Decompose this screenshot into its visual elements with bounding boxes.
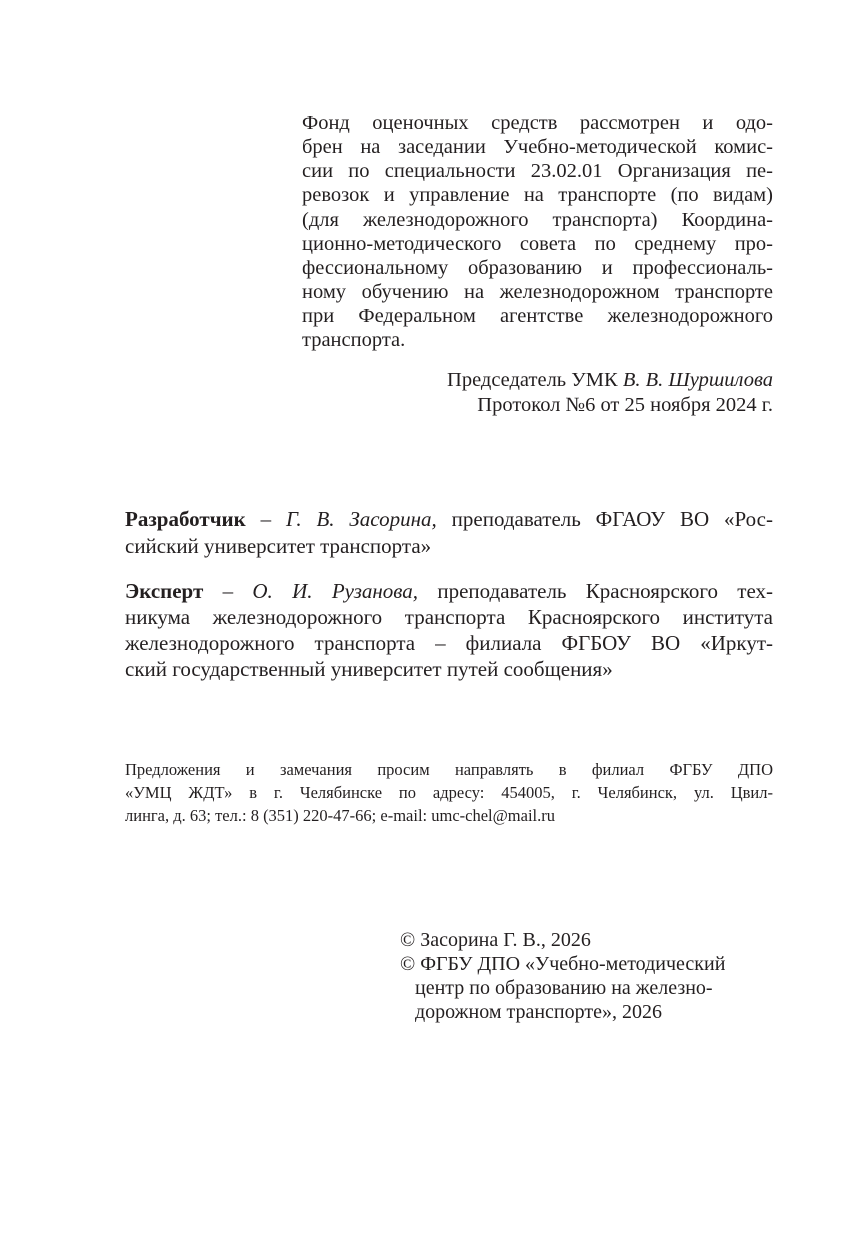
text-segment: дорожном транспорте», 2026 xyxy=(400,1001,662,1023)
text-segment: Председатель УМК xyxy=(447,369,623,391)
text-segment: «УМЦ ЖДТ» в г. Челябинске по адресу: 454005, г. Челябинск, ул. Цвил- xyxy=(125,783,773,802)
approval-line xyxy=(302,233,773,256)
approval-line xyxy=(302,329,773,352)
approval-line xyxy=(302,136,773,159)
expert-line xyxy=(125,579,773,604)
text-segment: преподаватель ФГАОУ ВО «Рос- xyxy=(436,507,773,531)
text-segment: ский государственный университет путей сообщения» xyxy=(125,657,613,681)
text-segment: ционно-методического совета по среднему про- xyxy=(302,233,773,255)
text-segment: Предложения и замечания просим направлять в филиал ФГБУ ДПО xyxy=(125,760,773,779)
note-line xyxy=(125,783,773,803)
text-segment: центр по образованию на железно- xyxy=(400,977,713,999)
text-segment: – xyxy=(203,579,253,603)
text-segment: брен на заседании Учебно-методической комис- xyxy=(302,136,773,158)
text-segment: © ФГБУ ДПО «Учебно-методический xyxy=(400,953,726,975)
text-segment: © Засорина Г. В., 2026 xyxy=(400,929,591,951)
chair-line xyxy=(302,394,773,417)
copyright-line xyxy=(400,1001,773,1024)
text-segment: ревозок и управление на транспорте (по видам) xyxy=(302,184,773,206)
text-segment: сийский университет транспорта» xyxy=(125,534,432,558)
text-segment: (для железнодорожного транспорта) Координа- xyxy=(302,209,773,231)
role-label: Разработчик xyxy=(125,507,246,531)
expert-line xyxy=(125,631,773,656)
developer-line xyxy=(125,534,773,559)
approval-line xyxy=(302,305,773,328)
person-name: В. В. Шуршилова xyxy=(622,369,773,391)
text-segment: преподаватель Красноярского тех- xyxy=(418,579,774,603)
approval-line xyxy=(302,209,773,232)
text-segment: при Федеральном агентстве железнодорожного xyxy=(302,305,773,327)
note-line xyxy=(125,806,773,826)
text-segment: – xyxy=(245,507,286,531)
text-segment: никума железнодорожного транспорта Красноярского института xyxy=(125,605,773,629)
copyright-line xyxy=(400,977,773,1000)
text-segment: железнодорожного транспорта – филиала ФГБОУ ВО «Иркут- xyxy=(125,631,773,655)
person-name: Г. В. Засорина, xyxy=(285,507,437,531)
text-segment: линга, д. 63; тел.: 8 (351) 220-47-66; e-mail: umc-chel@mail.ru xyxy=(125,806,556,825)
text-segment: Протокол №6 от 25 ноября 2024 г. xyxy=(477,394,773,416)
approval-line xyxy=(302,257,773,280)
note-line xyxy=(125,760,773,780)
text-segment: ному обучению на железнодорожном транспорте xyxy=(302,281,773,303)
text-segment: Фонд оценочных средств рассмотрен и одо- xyxy=(302,112,773,134)
expert-line xyxy=(125,657,773,682)
copyright-line xyxy=(400,929,773,952)
text-segment: транспорта. xyxy=(302,329,406,351)
chair-line xyxy=(302,369,773,392)
approval-line xyxy=(302,184,773,207)
developer-line xyxy=(125,507,773,532)
text-segment: сии по специальности 23.02.01 Организация пе- xyxy=(302,160,773,182)
expert-line xyxy=(125,605,773,630)
role-label: Эксперт xyxy=(125,579,204,603)
copyright-line xyxy=(400,953,773,976)
approval-line xyxy=(302,160,773,183)
approval-line xyxy=(302,281,773,304)
text-segment: фессиональному образованию и профессиональ- xyxy=(302,257,773,279)
approval-line xyxy=(302,112,773,135)
person-name: О. И. Рузанова, xyxy=(252,579,419,603)
